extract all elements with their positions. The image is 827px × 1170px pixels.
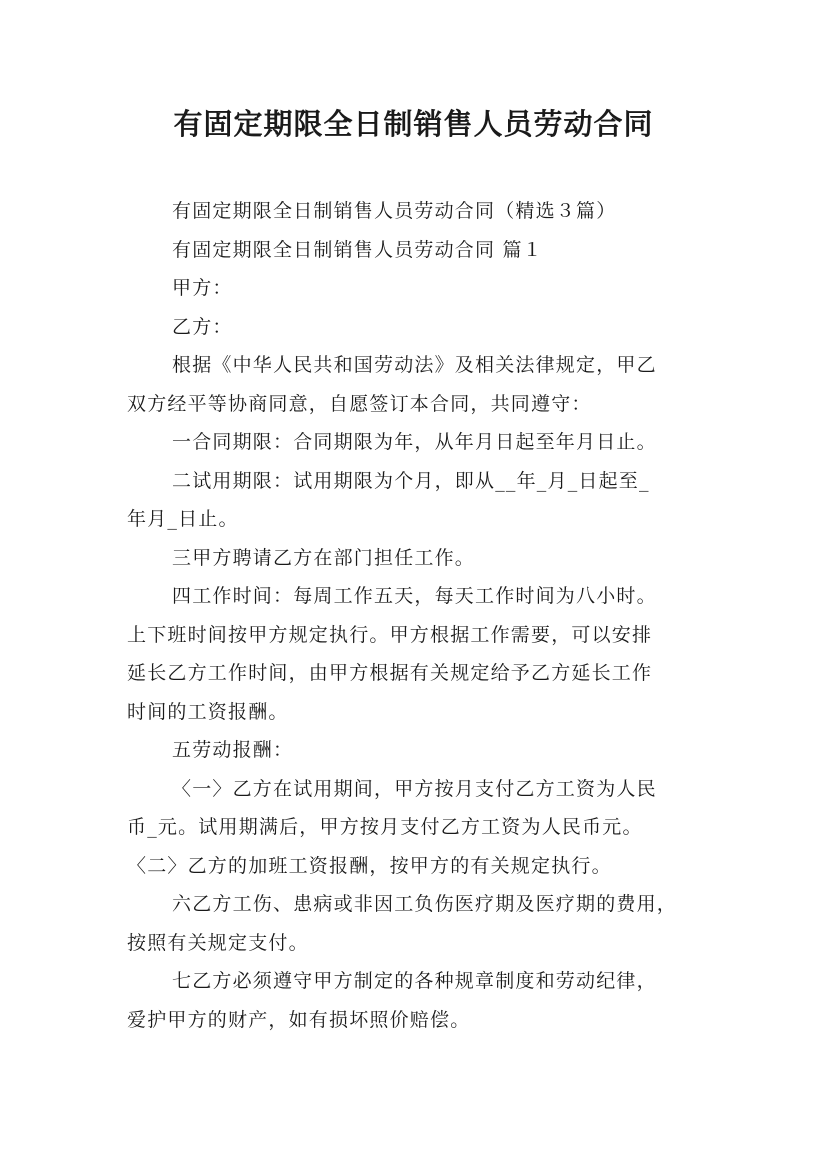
clause-line: 〈二〉乙方的加班工资报酬，按甲方的有关规定执行。: [127, 854, 612, 877]
clause-line: 一合同期限：合同期限为年，从年月日起至年月日止。: [172, 431, 657, 453]
body-line: 双方经平等协商同意，自愿签订本合同，共同遵守：: [127, 392, 592, 415]
clause-line: 币_元。试用期满后，甲方按月支付乙方工资为人民币元。: [127, 816, 643, 838]
clause-line: 上下班时间按甲方规定执行。甲方根据工作需要，可以安排: [127, 623, 653, 646]
clause-line: 时间的工资报酬。: [127, 700, 289, 723]
clause-line: 四工作时间：每周工作五天，每天工作时间为八小时。: [172, 585, 657, 607]
section-heading: 有固定期限全日制销售人员劳动合同 篇１: [172, 238, 543, 261]
document-body: [127, 192, 717, 1039]
clause-line: 〈一〉乙方在试用期间，甲方按月支付乙方工资为人民: [172, 777, 657, 800]
clause-line: 五劳动报酬：: [172, 739, 294, 761]
subtitle-line: 有固定期限全日制销售人员劳动合同（精选３篇）: [172, 200, 617, 222]
body-line: 根据《中华人民共和国劳动法》及相关法律规定，甲乙: [172, 354, 657, 376]
clause-line: 延长乙方工作时间，由甲方根据有关规定给予乙方延长工作: [127, 662, 653, 684]
clause-line: 按照有关规定支付。: [127, 931, 309, 954]
party-a-line: 甲方：: [172, 277, 233, 299]
party-b-line: 乙方：: [172, 315, 233, 338]
document-title: 有固定期限全日制销售人员劳动合同: [173, 107, 654, 141]
clause-line: 爱护甲方的财产，如有损坏照价赔偿。: [127, 1008, 471, 1031]
clause-line: 七乙方必须遵守甲方制定的各种规章制度和劳动纪律，: [172, 970, 657, 992]
clause-line: 年月_日止。: [127, 508, 239, 530]
clause-line: 二试用期限：试用期限为个月，即从__年_月_日起至_: [172, 469, 650, 492]
clause-line: 三甲方聘请乙方在部门担任工作。: [172, 546, 476, 569]
clause-line: 六乙方工伤、患病或非因工负伤医疗期及医疗期的费用，: [172, 893, 678, 915]
